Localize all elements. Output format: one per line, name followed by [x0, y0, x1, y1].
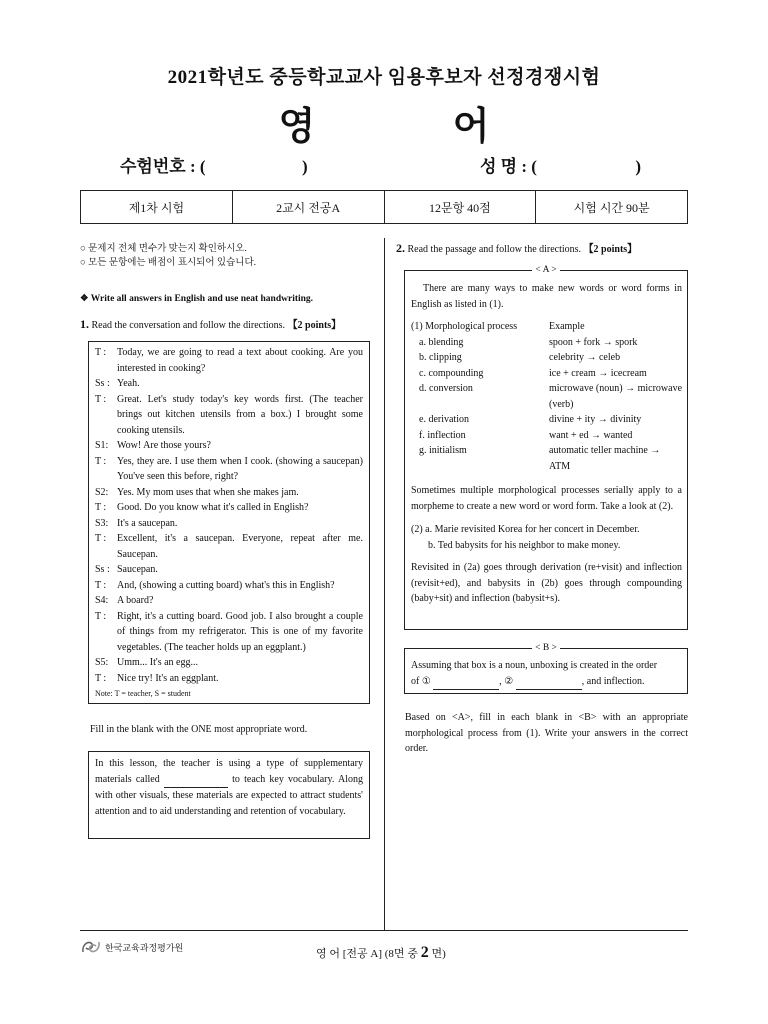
- utterance: Right, it's a cutting board. Good job. I also brought a couple of things from my refrigerator. This is one of my favorite vegetables. (The teacher holds up an eggplant.): [117, 610, 363, 653]
- answer-blank[interactable]: [164, 772, 228, 789]
- process-item: [411, 412, 682, 428]
- q1-prompt: [80, 317, 380, 334]
- box-a-label: < A >: [405, 263, 687, 279]
- exam-info-table: [80, 190, 688, 224]
- dialogue-line: [95, 671, 363, 687]
- q2-prompt: [396, 241, 688, 258]
- speaker: T :: [95, 502, 107, 513]
- page-suffix: 면): [431, 948, 446, 960]
- page-footer: [316, 944, 446, 962]
- q2-points: 【2 points】: [583, 244, 638, 255]
- org-logo-icon: [80, 938, 102, 956]
- dialogue-line: [95, 454, 363, 485]
- exam-number-close: ): [302, 157, 308, 176]
- multi-process-text: Sometimes multiple morphological processes serially apply to a morpheme to create a new word or word form. Take a look at (2).: [411, 485, 682, 512]
- process-example: ice + cream → icecream: [549, 367, 647, 379]
- process-name: c. compounding: [419, 367, 484, 379]
- speaker: Ss :: [95, 564, 110, 575]
- dialogue-line: [95, 562, 363, 578]
- process-example: celebrity → celeb: [549, 352, 621, 363]
- speaker: T :: [95, 347, 107, 358]
- q2-direction: Based on <A>, fill in each blank in <B> with an appropriate morphological process from (1). Write your answers in the correct order.: [405, 712, 688, 754]
- dialogue-line: [95, 345, 363, 376]
- exam-number-field: [120, 152, 308, 177]
- dialogue-line: [95, 516, 363, 532]
- process-example: want + ed → wanted: [549, 429, 633, 441]
- speaker: Ss :: [95, 378, 110, 389]
- speaker: S2:: [95, 486, 109, 498]
- speaker: T :: [95, 393, 107, 405]
- answer-text-before: In this lesson, the teacher is using a type of supplementary materials called: [95, 758, 363, 785]
- example-2a: (2) a. Marie revisited Korea for her concert in December.: [411, 524, 640, 535]
- dialogue-line: [95, 593, 363, 609]
- dialogue-line: [95, 531, 363, 562]
- q1-dialogue-box: [88, 341, 370, 704]
- column-divider: [384, 238, 385, 930]
- process-example: automatic teller machine → ATM: [549, 445, 661, 472]
- answer-blank-1[interactable]: [433, 674, 499, 691]
- example-2b: b. Ted babysits for his neighbor to make money.: [428, 539, 621, 551]
- process-name: f. inflection: [419, 429, 466, 441]
- org-logo: [80, 938, 183, 956]
- name-field: [480, 152, 641, 177]
- utterance: Yes. My mom uses that when she makes jam.: [117, 486, 299, 498]
- box-b-label: < B >: [405, 641, 687, 657]
- info-session: 제1차 시험: [81, 191, 233, 224]
- subject-title: 영 어: [278, 106, 554, 148]
- blank-2-label: , ②: [499, 675, 514, 687]
- process-name: a. blending: [419, 336, 464, 348]
- q2-prompt-text: Read the passage and follow the directions.: [407, 244, 582, 255]
- process-example: divine + ity → divinity: [549, 414, 642, 425]
- notice-item: ○ 문제지 전체 면수가 맞는지 확인하시오.: [80, 244, 247, 254]
- info-questions: 12문항 40점: [384, 191, 536, 224]
- speaker: S1:: [95, 440, 109, 451]
- utterance: Good. Do you know what it's called in English?: [117, 502, 309, 513]
- info-time: 시험 시간 90분: [536, 191, 688, 224]
- answer-text-after: to teach key vocabulary. Along with other visuals, these materials are expected to attract students' attention and to aid understanding and retention of vocabulary.: [95, 773, 363, 817]
- footer-divider: [80, 930, 688, 931]
- utterance: A board?: [117, 595, 154, 606]
- process-example: spoon + fork → spork: [549, 336, 638, 348]
- exam-number-label: 수험번호 : (: [120, 157, 206, 176]
- process-example: microwave (noun) → microwave (verb): [549, 383, 683, 410]
- utterance: It's a saucepan.: [117, 517, 178, 529]
- process-item: [411, 366, 682, 382]
- dialogue-list: [95, 345, 363, 686]
- box-b-text1: Assuming that box is a noun, unboxing is created in the order: [411, 660, 658, 671]
- box-b-text2: [411, 674, 682, 691]
- process-item: [411, 335, 682, 351]
- q1-prompt-text: Read the conversation and follow the directions.: [91, 320, 286, 331]
- dialogue-line: [95, 655, 363, 671]
- q2-number: 2.: [396, 241, 405, 255]
- dialogue-note: Note: T = teacher, S = student: [95, 689, 191, 698]
- process-item: [411, 428, 682, 444]
- speaker: T :: [95, 455, 107, 467]
- process-item: [411, 350, 682, 366]
- speaker: T :: [95, 610, 107, 622]
- header-process: (1) Morphological process: [411, 321, 518, 332]
- process-item: [411, 443, 682, 474]
- box-a: [404, 265, 688, 630]
- box-b-end: , and inflection.: [581, 675, 645, 687]
- header-example: Example: [549, 321, 585, 332]
- explanation: Revisited in (2a) goes through derivation (re+visit) and inflection (revisit+ed), and babysits in (2b) goes through compounding (baby+sit) and inflection (babysit+s).: [411, 562, 682, 604]
- notices: [80, 242, 376, 270]
- process-name: b. clipping: [419, 352, 462, 363]
- dialogue-line: [95, 438, 363, 454]
- name-close: ): [635, 157, 642, 176]
- dialogue-line: [95, 500, 363, 516]
- page-label: 영 어 [전공 A] (8면 중: [316, 948, 418, 960]
- speaker: T :: [95, 672, 107, 684]
- org-name: 한국교육과정평가원: [105, 943, 184, 954]
- process-name: g. initialism: [419, 445, 467, 456]
- speaker: S3:: [95, 517, 109, 529]
- q1-points: 【2 points】: [287, 320, 342, 331]
- page-number: 2: [420, 944, 429, 961]
- dialogue-line: [95, 376, 363, 392]
- speaker: S5:: [95, 657, 109, 668]
- notice-item: ○ 모든 문항에는 배점이 표시되어 있습니다.: [80, 258, 256, 268]
- utterance: Great. Let's study today's key words first. (The teacher brings out kitchen utensils from a box.) I brought some cooking utensils.: [117, 393, 363, 436]
- q1-direction: Fill in the blank with the ONE most appropriate word.: [90, 724, 308, 735]
- answer-blank-2[interactable]: [516, 674, 582, 691]
- utterance: And, (showing a cutting board) what's this in English?: [117, 579, 335, 591]
- utterance: Yes, they are. I use them when I cook. (showing a saucepan) You've seen this before, right?: [117, 455, 363, 482]
- name-label: 성 명 : (: [480, 157, 537, 176]
- utterance: Umm... It's an egg...: [117, 657, 198, 668]
- q1-number: 1.: [80, 317, 89, 331]
- utterance: Nice try! It's an eggplant.: [117, 672, 219, 684]
- dialogue-line: [95, 609, 363, 656]
- speaker: S4:: [95, 595, 109, 606]
- info-period: 2교시 전공A: [232, 191, 384, 224]
- box-b: [404, 643, 688, 694]
- q1-answer-box: [88, 751, 370, 839]
- process-name: e. derivation: [419, 414, 469, 425]
- process-item: [411, 381, 682, 412]
- process-name: d. conversion: [419, 383, 473, 394]
- instruction: ❖ Write all answers in English and use neat handwriting.: [80, 294, 314, 304]
- utterance: Wow! Are those yours?: [117, 440, 211, 451]
- utterance: Yeah.: [117, 378, 140, 389]
- box-a-intro: There are many ways to make new words or word forms in English as listed in (1).: [411, 283, 682, 310]
- dialogue-line: [95, 578, 363, 594]
- blank-1-label: of ①: [411, 675, 431, 687]
- dialogue-line: [95, 485, 363, 501]
- utterance: Today, we are going to read a text about cooking. Are you interested in cooking?: [117, 347, 363, 374]
- exam-title: 2021학년도 중등학교교사 임용후보자 선정경쟁시험: [167, 67, 601, 88]
- dialogue-line: [95, 392, 363, 439]
- utterance: Excellent, it's a saucepan. Everyone, repeat after me. Saucepan.: [117, 533, 363, 560]
- utterance: Saucepan.: [117, 564, 158, 575]
- speaker: T :: [95, 533, 107, 544]
- process-list: [411, 335, 682, 475]
- process-list-header: [411, 319, 682, 335]
- speaker: T :: [95, 579, 107, 591]
